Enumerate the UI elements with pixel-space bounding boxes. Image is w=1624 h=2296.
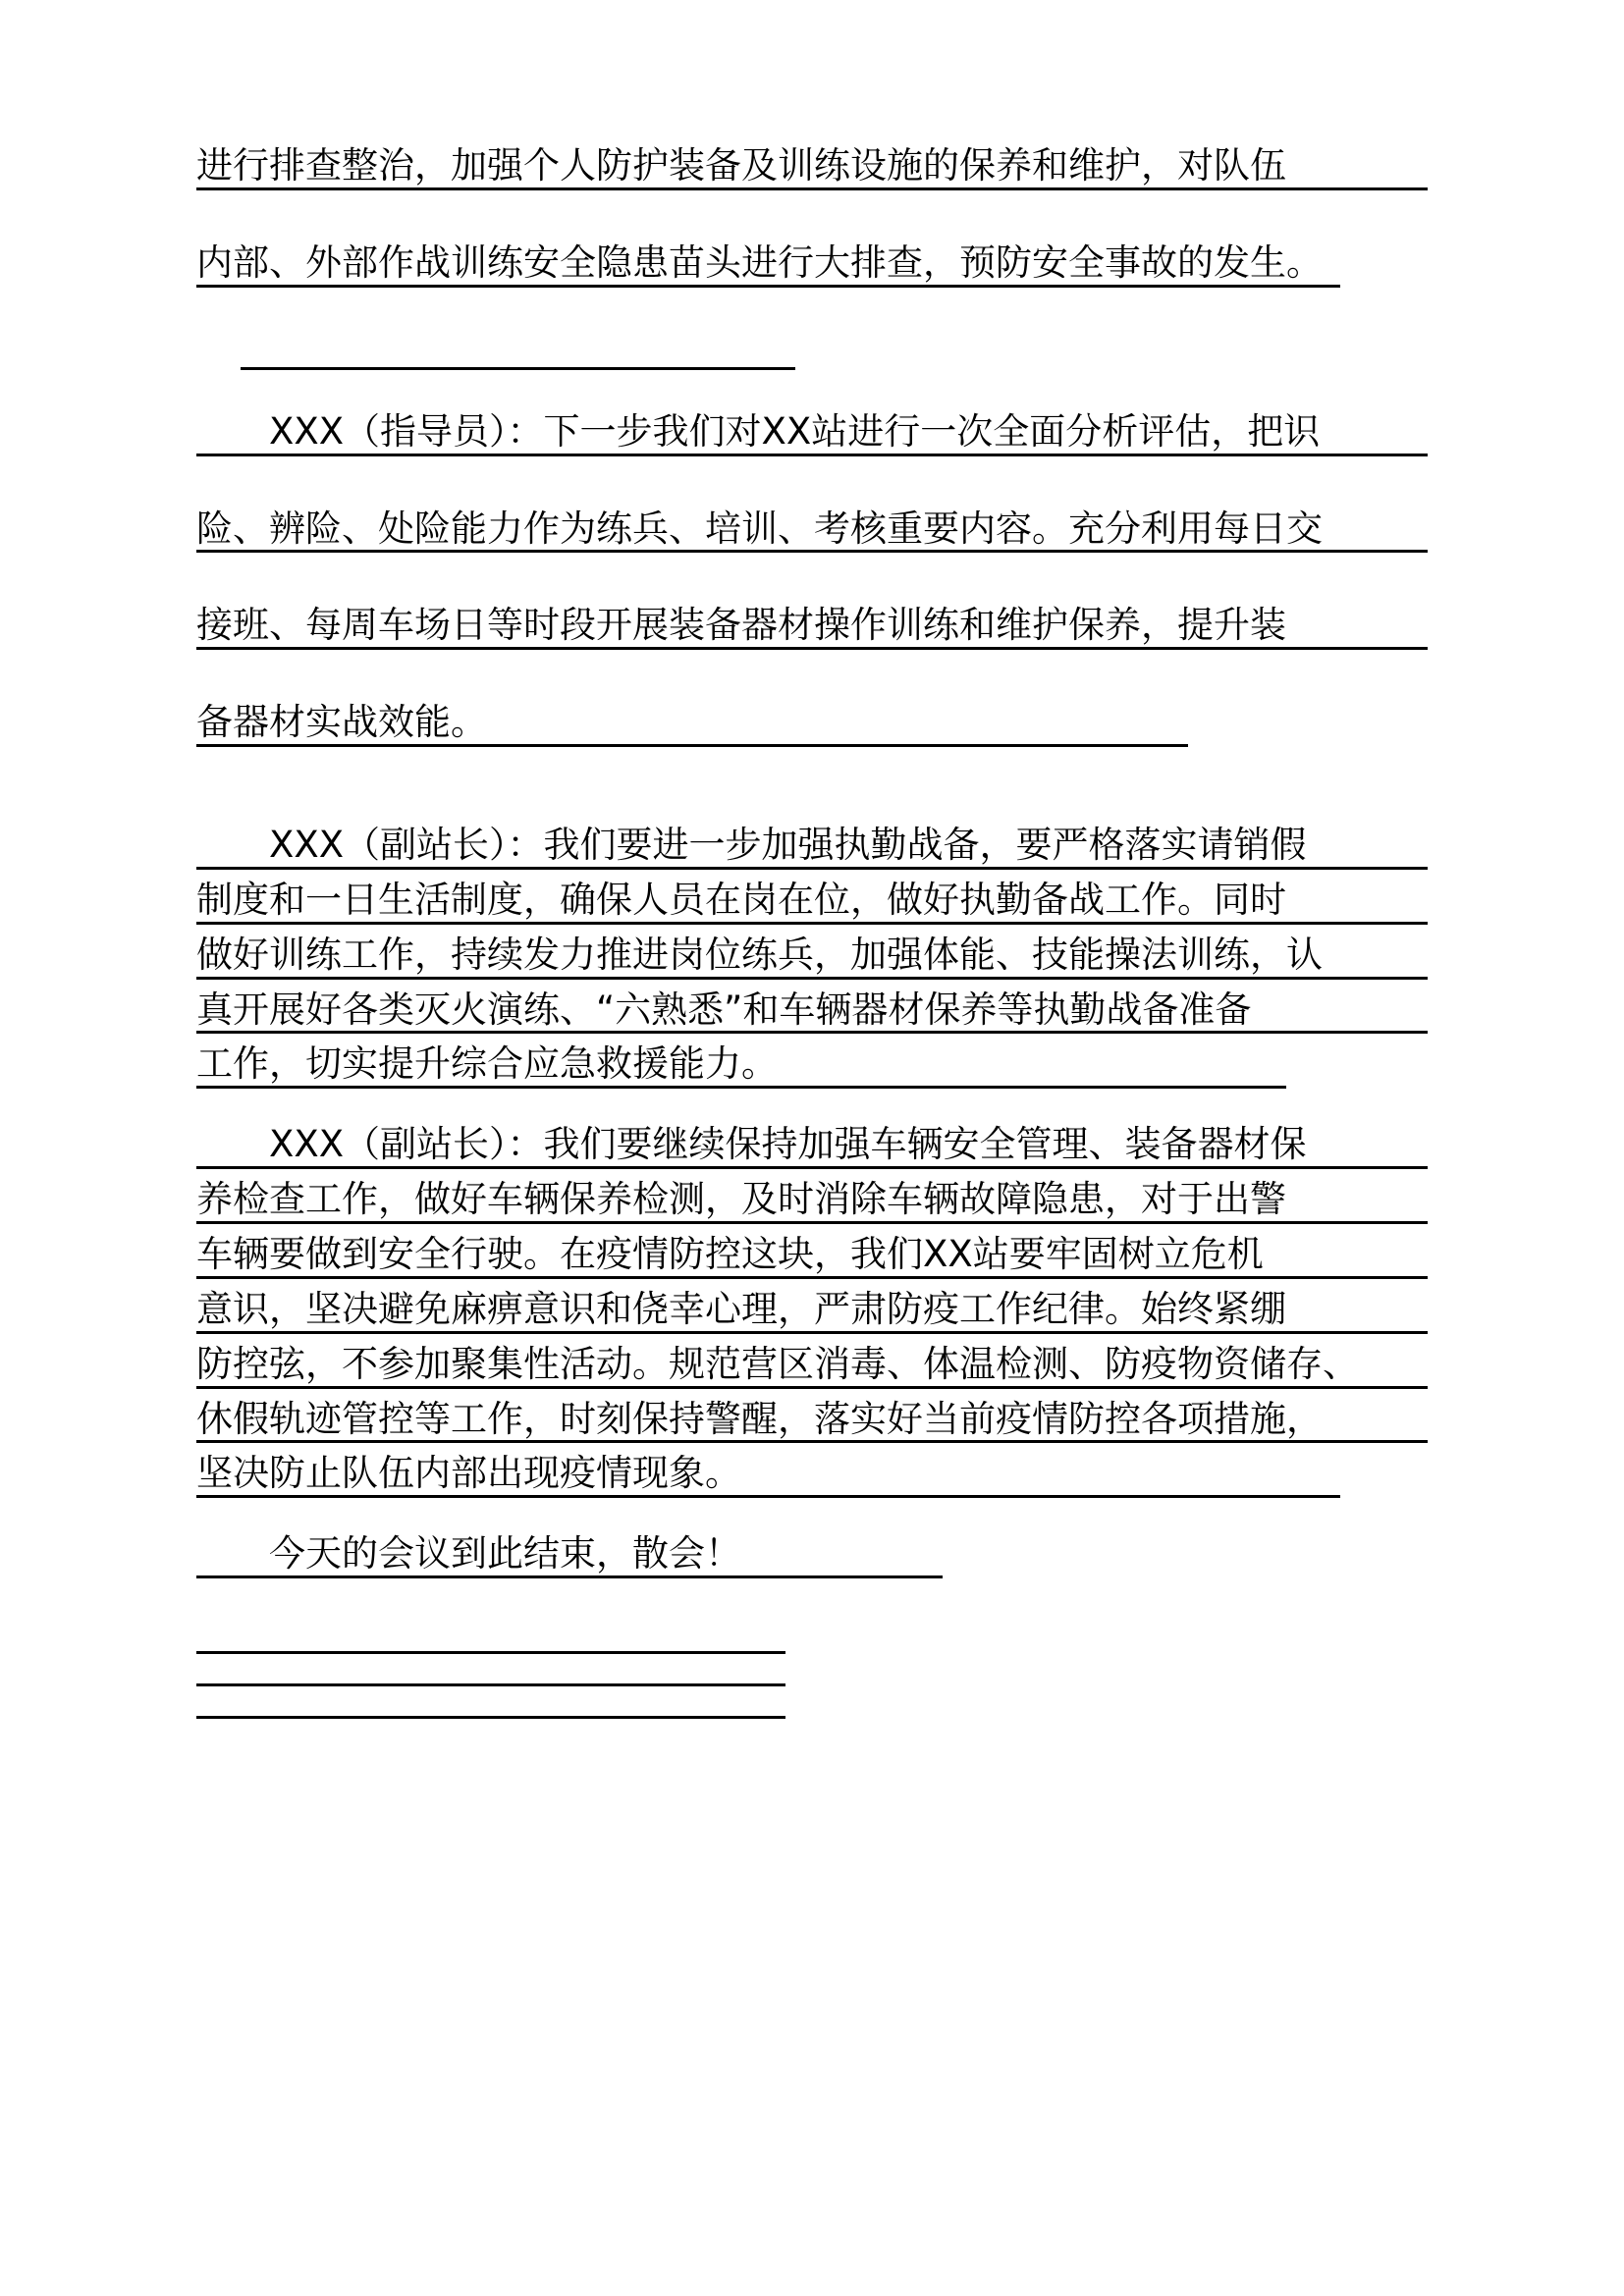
paragraph-deputy-chief-1 bbox=[196, 824, 1428, 1089]
paragraph-deputy-chief-2 bbox=[196, 1123, 1428, 1498]
text-line: 防控弦，不参加聚集性活动。规范营区消毒、体温检测、防疫物资储存、 bbox=[196, 1346, 1428, 1389]
paragraph-instructor bbox=[196, 409, 1428, 747]
text-line: 车辆要做到安全行驶。在疫情防控这块，我们XX站要牢固树立危机 bbox=[196, 1236, 1428, 1279]
text-line: 内部、外部作战训练安全隐患苗头进行大排查，预防安全事故的发生。 bbox=[196, 244, 1340, 288]
paragraph-spacer bbox=[196, 342, 1428, 367]
text-line: 坚决防止队伍内部出现疫情现象。 bbox=[196, 1455, 1340, 1498]
text-line: 做好训练工作，持续发力推进岗位练兵，加强体能、技能操法训练，认 bbox=[196, 936, 1428, 980]
text-line: 真开展好各类灭火演练、“六熟悉”和车辆器材保养等执勤战备准备 bbox=[196, 991, 1428, 1035]
text-line: 意识，坚决避免麻痹意识和侥幸心理，严肃防疫工作纪律。始终紧绷 bbox=[196, 1291, 1428, 1334]
trailing-blank-rules bbox=[196, 1651, 1428, 1719]
text-line: 备器材实战效能。 bbox=[196, 704, 1188, 747]
text-line: 进行排查整治，加强个人防护装备及训练设施的保养和维护，对队伍 bbox=[196, 147, 1428, 190]
text-line: XXX（副站长）：我们要继续保持加强车辆安全管理、装备器材保 bbox=[196, 1126, 1428, 1169]
text-line: 工作，切实提升综合应急救援能力。 bbox=[196, 1045, 1286, 1089]
text-line: 接班、每周车场日等时段开展装备器材操作训练和维护保养，提升装 bbox=[196, 607, 1428, 650]
text-line: 险、辨险、处险能力作为练兵、培训、考核重要内容。充分利用每日交 bbox=[196, 510, 1428, 554]
paragraph-spacer bbox=[196, 1590, 1428, 1651]
document-body bbox=[196, 144, 1428, 1719]
blank-underline-rule bbox=[196, 1716, 785, 1719]
text-line: 养检查工作，做好车辆保养检测，及时消除车辆故障隐患，对于出警 bbox=[196, 1181, 1428, 1224]
paragraph-closing bbox=[196, 1532, 1428, 1578]
text-line: XXX（指导员）：下一步我们对XX站进行一次全面分析评估，把识 bbox=[196, 413, 1428, 456]
paragraph-continuation bbox=[196, 144, 1428, 288]
text-line: XXX（副站长）：我们要进一步加强执勤战备，要严格落实请销假 bbox=[196, 827, 1428, 870]
text-line: 休假轨迹管控等工作，时刻保持警醒，落实好当前疫情防控各项措施， bbox=[196, 1401, 1428, 1444]
text-line: 制度和一日生活制度，确保人员在岗在位，做好执勤备战工作。同时 bbox=[196, 881, 1428, 925]
text-line: 今天的会议到此结束，散会！ bbox=[196, 1535, 943, 1578]
paragraph-spacer bbox=[196, 370, 1428, 413]
